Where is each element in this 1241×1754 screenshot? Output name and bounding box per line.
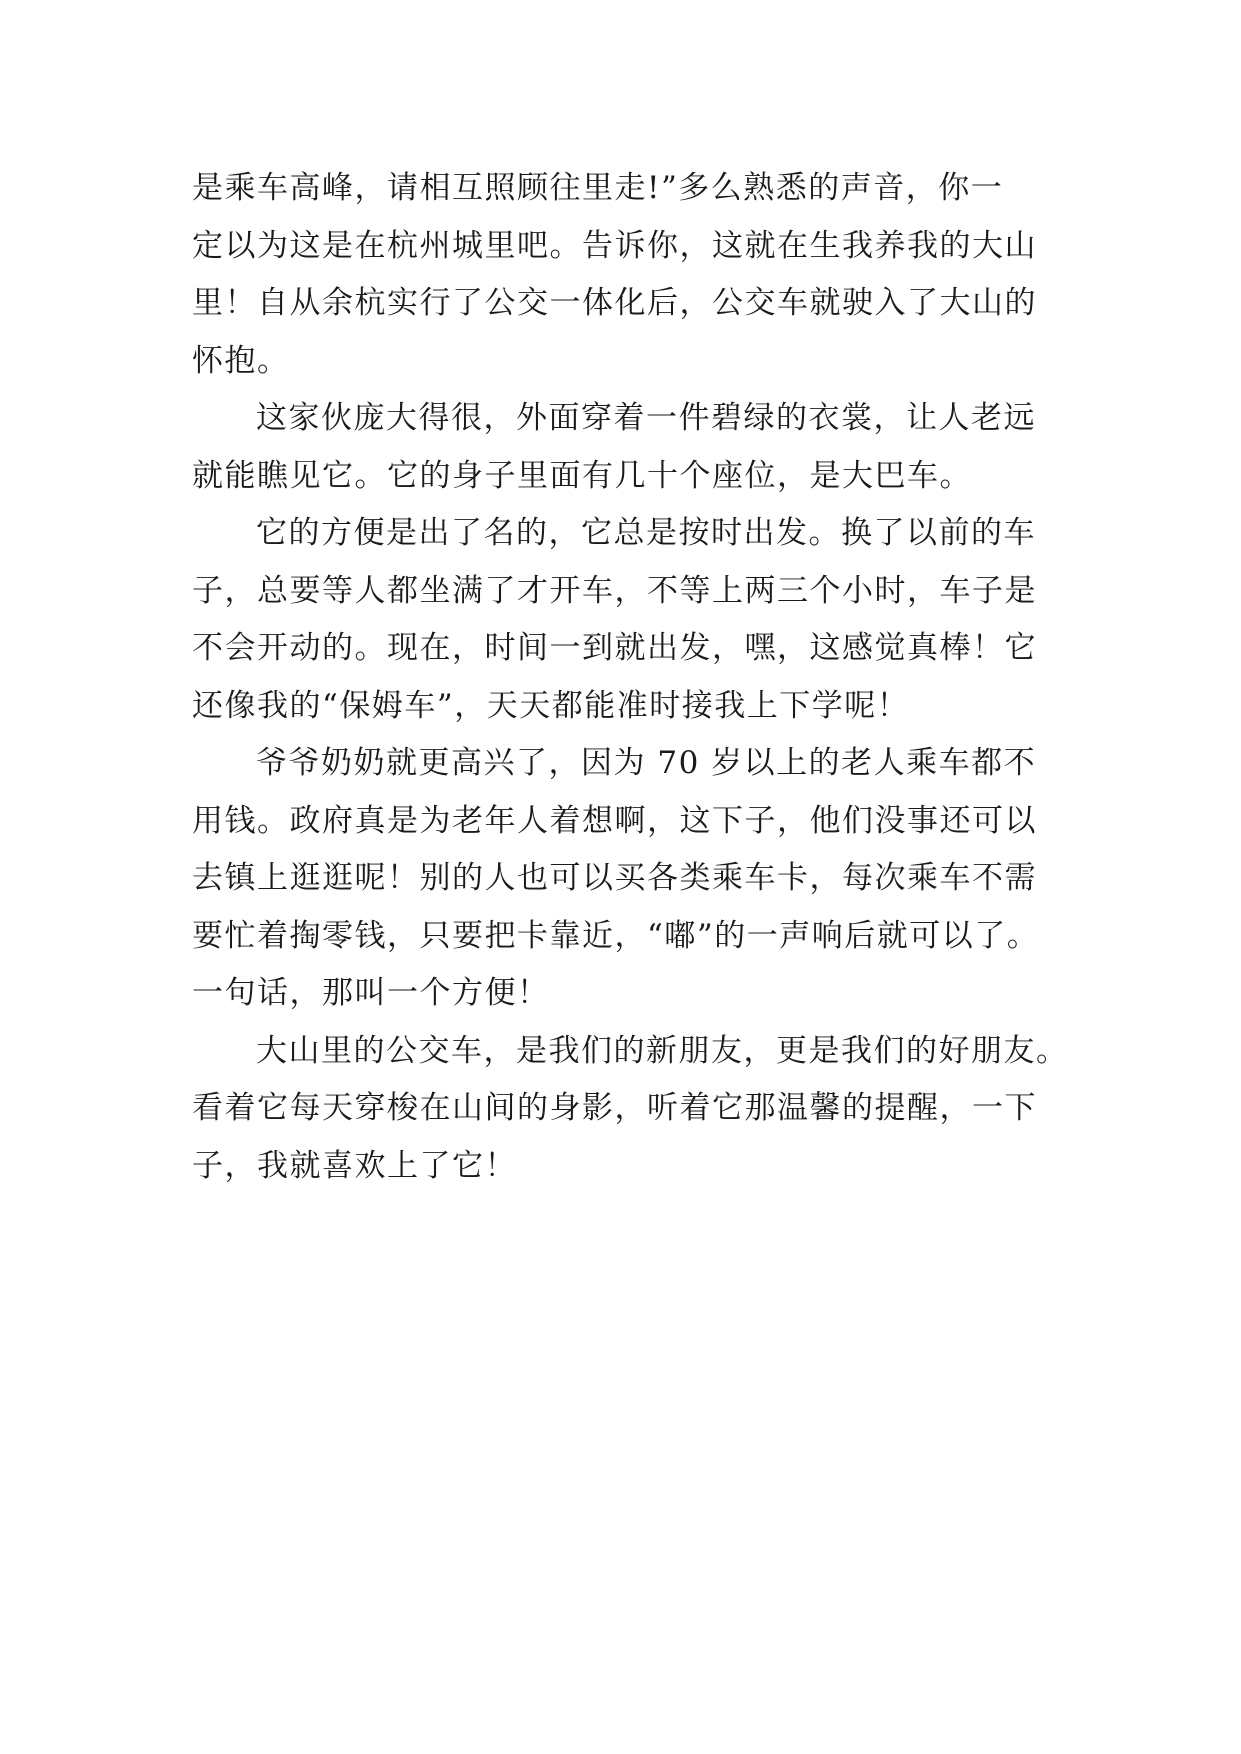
paragraph-start-line: 这家伙庞大得很，外面穿着一件碧绿的衣裳，让人老远 (256, 400, 1036, 436)
paragraph-start-line: 大山里的公交车，是我们的新朋友，更是我们的好朋友。 (256, 1032, 1069, 1069)
text-line: 定以为这是在杭州城里吧。告诉你，这就在生我养我的大山 (192, 227, 1037, 264)
paragraph-start-line: 爷爷奶奶就更高兴了，因为 70 岁以上的老人乘车都不 (256, 745, 1037, 781)
text-line: 就能瞧见它。它的身子里面有几十个座位，是大巴车。 (192, 457, 972, 494)
text-line: 看着它每天穿梭在山间的身影，听着它那温馨的提醒，一下 (192, 1090, 1037, 1126)
text-line: 子，总要等人都坐满了才开车，不等上两三个小时，车子是 (192, 572, 1037, 609)
text-line: 子，我就喜欢上了它！ (192, 1147, 517, 1184)
paragraph-start-line: 它的方便是出了名的，它总是按时出发。换了以前的车 (256, 515, 1036, 551)
text-line: 里！自从余杭实行了公交一体化后，公交车就驶入了大山的 (192, 285, 1037, 321)
text-line: 怀抱。 (192, 342, 290, 379)
text-line: 用钱。政府真是为老年人着想啊，这下子，他们没事还可以 (192, 802, 1037, 839)
text-line: 去镇上逛逛呢！别的人也可以买各类乘车卡，每次乘车不需 (192, 860, 1037, 896)
text-line: 还像我的“保姆车”，天天都能准时接我上下学呢！ (192, 687, 910, 724)
text-line: 要忙着掏零钱，只要把卡靠近，“嘟”的一声响后就可以了。 (192, 917, 1040, 954)
text-line: 不会开动的。现在，时间一到就出发，嘿，这感觉真棒！它 (192, 630, 1037, 666)
text-line: 一句话，那叫一个方便！ (192, 975, 550, 1011)
essay-body (192, 160, 1069, 1195)
text-line: 是乘车高峰，请相互照顾往里走!”多么熟悉的声音，你一 (192, 170, 1004, 206)
